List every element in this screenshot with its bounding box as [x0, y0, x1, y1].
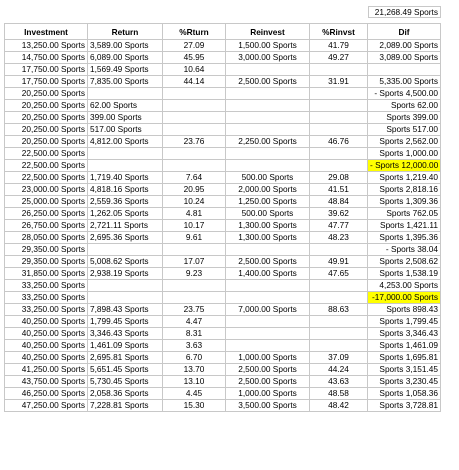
cell-investment[interactable]: 20,250.00 Sports: [4, 112, 88, 124]
cell-pct-return[interactable]: 27.09: [163, 40, 226, 52]
cell-investment[interactable]: 13,250.00 Sports: [4, 40, 88, 52]
cell-reinvest[interactable]: [226, 316, 310, 328]
cell-reinvest[interactable]: [226, 280, 310, 292]
cell-dif[interactable]: Sports 3,230.45: [368, 376, 441, 388]
cell-dif[interactable]: Sports 2,818.16: [368, 184, 441, 196]
cell-pct-return[interactable]: [163, 100, 226, 112]
cell-pct-return[interactable]: 10.17: [163, 220, 226, 232]
cell-reinvest[interactable]: [226, 340, 310, 352]
cell-reinvest[interactable]: 500.00 Sports: [226, 172, 310, 184]
cell-return[interactable]: 2,058.36 Sports: [88, 388, 163, 400]
cell-pct-reinvest[interactable]: 48.58: [310, 388, 368, 400]
cell-pct-return[interactable]: 13.10: [163, 376, 226, 388]
cell-return[interactable]: 7,835.00 Sports: [88, 76, 163, 88]
cell-dif[interactable]: Sports 1,421.11: [368, 220, 441, 232]
cell-return[interactable]: 1,461.09 Sports: [88, 340, 163, 352]
cell-pct-reinvest[interactable]: 31.91: [310, 76, 368, 88]
cell-return[interactable]: 5,008.62 Sports: [88, 256, 163, 268]
cell-pct-reinvest[interactable]: 48.23: [310, 232, 368, 244]
cell-reinvest[interactable]: [226, 112, 310, 124]
cell-return[interactable]: 6,089.00 Sports: [88, 52, 163, 64]
cell-pct-return[interactable]: [163, 148, 226, 160]
cell-return[interactable]: 5,651.45 Sports: [88, 364, 163, 376]
cell-pct-return[interactable]: 45.95: [163, 52, 226, 64]
cell-investment[interactable]: 40,250.00 Sports: [4, 340, 88, 352]
cell-pct-reinvest[interactable]: 46.76: [310, 136, 368, 148]
cell-reinvest[interactable]: 3,000.00 Sports: [226, 52, 310, 64]
cell-dif[interactable]: Sports 1,799.45: [368, 316, 441, 328]
cell-pct-reinvest[interactable]: [310, 160, 368, 172]
cell-investment[interactable]: 20,250.00 Sports: [4, 88, 88, 100]
cell-reinvest[interactable]: 2,000.00 Sports: [226, 184, 310, 196]
cell-investment[interactable]: 26,750.00 Sports: [4, 220, 88, 232]
cell-investment[interactable]: 29,350.00 Sports: [4, 256, 88, 268]
cell-dif[interactable]: - Sports 12,000.00: [368, 160, 441, 172]
cell-investment[interactable]: 33,250.00 Sports: [4, 304, 88, 316]
cell-investment[interactable]: 47,250.00 Sports: [4, 400, 88, 412]
cell-dif[interactable]: Sports 1,695.81: [368, 352, 441, 364]
cell-reinvest[interactable]: [226, 148, 310, 160]
cell-reinvest[interactable]: 1,300.00 Sports: [226, 220, 310, 232]
cell-pct-reinvest[interactable]: 39.62: [310, 208, 368, 220]
cell-dif[interactable]: Sports 762.05: [368, 208, 441, 220]
cell-return[interactable]: [88, 148, 163, 160]
cell-pct-reinvest[interactable]: 49.27: [310, 52, 368, 64]
cell-investment[interactable]: 25,000.00 Sports: [4, 196, 88, 208]
cell-return[interactable]: 2,721.11 Sports: [88, 220, 163, 232]
cell-dif[interactable]: 5,335.00 Sports: [368, 76, 441, 88]
cell-dif[interactable]: - Sports 38.04: [368, 244, 441, 256]
cell-investment[interactable]: 43,750.00 Sports: [4, 376, 88, 388]
cell-investment[interactable]: 31,850.00 Sports: [4, 268, 88, 280]
cell-reinvest[interactable]: [226, 88, 310, 100]
cell-dif[interactable]: 4,253.00 Sports: [368, 280, 441, 292]
cell-investment[interactable]: 22,500.00 Sports: [4, 172, 88, 184]
cell-return[interactable]: 2,938.19 Sports: [88, 268, 163, 280]
cell-pct-reinvest[interactable]: [310, 244, 368, 256]
cell-pct-reinvest[interactable]: 47.77: [310, 220, 368, 232]
cell-investment[interactable]: 41,250.00 Sports: [4, 364, 88, 376]
cell-pct-reinvest[interactable]: [310, 88, 368, 100]
cell-reinvest[interactable]: 1,300.00 Sports: [226, 232, 310, 244]
cell-return[interactable]: 2,559.36 Sports: [88, 196, 163, 208]
cell-dif[interactable]: [368, 64, 441, 76]
cell-return[interactable]: 1,569.49 Sports: [88, 64, 163, 76]
cell-reinvest[interactable]: 2,500.00 Sports: [226, 256, 310, 268]
cell-pct-return[interactable]: 4.47: [163, 316, 226, 328]
cell-dif[interactable]: 2,089.00 Sports: [368, 40, 441, 52]
cell-pct-return[interactable]: 10.24: [163, 196, 226, 208]
cell-investment[interactable]: 40,250.00 Sports: [4, 352, 88, 364]
cell-dif[interactable]: -17,000.00 Sports: [368, 292, 441, 304]
cell-investment[interactable]: 17,750.00 Sports: [4, 76, 88, 88]
cell-dif[interactable]: - Sports 4,500.00: [368, 88, 441, 100]
cell-pct-return[interactable]: 13.70: [163, 364, 226, 376]
cell-pct-reinvest[interactable]: 48.42: [310, 400, 368, 412]
cell-investment[interactable]: 40,250.00 Sports: [4, 328, 88, 340]
cell-reinvest[interactable]: 1,400.00 Sports: [226, 268, 310, 280]
cell-dif[interactable]: Sports 898.43: [368, 304, 441, 316]
cell-return[interactable]: 517.00 Sports: [88, 124, 163, 136]
cell-return[interactable]: 399.00 Sports: [88, 112, 163, 124]
cell-dif[interactable]: Sports 3,151.45: [368, 364, 441, 376]
cell-dif[interactable]: Sports 1,461.09: [368, 340, 441, 352]
cell-dif[interactable]: Sports 1,309.36: [368, 196, 441, 208]
cell-reinvest[interactable]: [226, 292, 310, 304]
cell-investment[interactable]: 29,350.00 Sports: [4, 244, 88, 256]
cell-return[interactable]: [88, 160, 163, 172]
cell-reinvest[interactable]: [226, 64, 310, 76]
cell-pct-reinvest[interactable]: [310, 328, 368, 340]
header-pct-reinvest[interactable]: %Rinvst: [310, 23, 368, 40]
cell-investment[interactable]: 20,250.00 Sports: [4, 136, 88, 148]
cell-return[interactable]: 4,812.00 Sports: [88, 136, 163, 148]
cell-pct-reinvest[interactable]: [310, 316, 368, 328]
cell-pct-return[interactable]: 9.61: [163, 232, 226, 244]
cell-pct-return[interactable]: 4.81: [163, 208, 226, 220]
cell-investment[interactable]: 20,250.00 Sports: [4, 100, 88, 112]
cell-dif[interactable]: Sports 1,219.40: [368, 172, 441, 184]
cell-return[interactable]: 2,695.81 Sports: [88, 352, 163, 364]
cell-pct-reinvest[interactable]: [310, 100, 368, 112]
cell-investment[interactable]: 17,750.00 Sports: [4, 64, 88, 76]
cell-return[interactable]: [88, 88, 163, 100]
cell-return[interactable]: 7,898.43 Sports: [88, 304, 163, 316]
cell-pct-return[interactable]: 8.31: [163, 328, 226, 340]
cell-investment[interactable]: 20,250.00 Sports: [4, 124, 88, 136]
cell-return[interactable]: 2,695.36 Sports: [88, 232, 163, 244]
cell-pct-return[interactable]: [163, 112, 226, 124]
cell-pct-reinvest[interactable]: 43.63: [310, 376, 368, 388]
header-reinvest[interactable]: Reinvest: [226, 23, 310, 40]
cell-reinvest[interactable]: 2,500.00 Sports: [226, 364, 310, 376]
cell-investment[interactable]: 46,250.00 Sports: [4, 388, 88, 400]
cell-reinvest[interactable]: 7,000.00 Sports: [226, 304, 310, 316]
cell-reinvest[interactable]: [226, 124, 310, 136]
cell-pct-return[interactable]: 15.30: [163, 400, 226, 412]
cell-return[interactable]: 62.00 Sports: [88, 100, 163, 112]
cell-dif[interactable]: Sports 3,346.43: [368, 328, 441, 340]
header-pct-return[interactable]: %Rturn: [163, 23, 226, 40]
cell-pct-return[interactable]: 20.95: [163, 184, 226, 196]
cell-pct-return[interactable]: 23.75: [163, 304, 226, 316]
cell-reinvest[interactable]: 500.00 Sports: [226, 208, 310, 220]
cell-return[interactable]: 1,719.40 Sports: [88, 172, 163, 184]
cell-pct-return[interactable]: 9.23: [163, 268, 226, 280]
cell-reinvest[interactable]: 2,250.00 Sports: [226, 136, 310, 148]
cell-pct-reinvest[interactable]: 44.24: [310, 364, 368, 376]
cell-reinvest[interactable]: [226, 160, 310, 172]
cell-dif[interactable]: Sports 2,508.62: [368, 256, 441, 268]
cell-reinvest[interactable]: 1,000.00 Sports: [226, 352, 310, 364]
cell-investment[interactable]: 22,500.00 Sports: [4, 160, 88, 172]
cell-pct-return[interactable]: [163, 88, 226, 100]
cell-dif[interactable]: Sports 1,058.36: [368, 388, 441, 400]
cell-return[interactable]: 3,589.00 Sports: [88, 40, 163, 52]
cell-pct-return[interactable]: [163, 244, 226, 256]
cell-investment[interactable]: 28,050.00 Sports: [4, 232, 88, 244]
cell-dif[interactable]: Sports 1,000.00: [368, 148, 441, 160]
cell-pct-reinvest[interactable]: 48.84: [310, 196, 368, 208]
cell-pct-reinvest[interactable]: [310, 148, 368, 160]
cell-pct-reinvest[interactable]: 49.91: [310, 256, 368, 268]
header-dif[interactable]: Dif: [368, 23, 441, 40]
cell-pct-return[interactable]: 6.70: [163, 352, 226, 364]
cell-reinvest[interactable]: 1,000.00 Sports: [226, 388, 310, 400]
cell-dif[interactable]: Sports 399.00: [368, 112, 441, 124]
cell-dif[interactable]: Sports 1,395.36: [368, 232, 441, 244]
cell-pct-reinvest[interactable]: [310, 292, 368, 304]
cell-reinvest[interactable]: [226, 100, 310, 112]
cell-return[interactable]: 7,228.81 Sports: [88, 400, 163, 412]
cell-return[interactable]: 3,346.43 Sports: [88, 328, 163, 340]
cell-pct-return[interactable]: 17.07: [163, 256, 226, 268]
cell-pct-reinvest[interactable]: 41.79: [310, 40, 368, 52]
cell-pct-return[interactable]: [163, 292, 226, 304]
cell-reinvest[interactable]: 2,500.00 Sports: [226, 76, 310, 88]
cell-pct-return[interactable]: 23.76: [163, 136, 226, 148]
cell-investment[interactable]: 14,750.00 Sports: [4, 52, 88, 64]
cell-investment[interactable]: 23,000.00 Sports: [4, 184, 88, 196]
cell-pct-reinvest[interactable]: 88.63: [310, 304, 368, 316]
cell-pct-reinvest[interactable]: [310, 340, 368, 352]
cell-pct-reinvest[interactable]: 47.65: [310, 268, 368, 280]
cell-pct-reinvest[interactable]: [310, 124, 368, 136]
cell-pct-return[interactable]: [163, 160, 226, 172]
cell-pct-reinvest[interactable]: [310, 64, 368, 76]
cell-return[interactable]: 1,799.45 Sports: [88, 316, 163, 328]
cell-investment[interactable]: 40,250.00 Sports: [4, 316, 88, 328]
cell-return[interactable]: 1,262.05 Sports: [88, 208, 163, 220]
cell-pct-return[interactable]: 10.64: [163, 64, 226, 76]
cell-pct-reinvest[interactable]: 37.09: [310, 352, 368, 364]
cell-return[interactable]: [88, 292, 163, 304]
cell-investment[interactable]: 26,250.00 Sports: [4, 208, 88, 220]
cell-reinvest[interactable]: [226, 328, 310, 340]
cell-return[interactable]: [88, 280, 163, 292]
cell-dif[interactable]: Sports 2,562.00: [368, 136, 441, 148]
cell-pct-return[interactable]: 44.14: [163, 76, 226, 88]
header-investment[interactable]: Investment: [4, 23, 88, 40]
cell-dif[interactable]: Sports 3,728.81: [368, 400, 441, 412]
cell-pct-reinvest[interactable]: [310, 112, 368, 124]
cell-investment[interactable]: 22,500.00 Sports: [4, 148, 88, 160]
cell-reinvest[interactable]: 3,500.00 Sports: [226, 400, 310, 412]
cell-dif[interactable]: Sports 62.00: [368, 100, 441, 112]
cell-reinvest[interactable]: 1,500.00 Sports: [226, 40, 310, 52]
cell-reinvest[interactable]: 1,250.00 Sports: [226, 196, 310, 208]
cell-dif[interactable]: 3,089.00 Sports: [368, 52, 441, 64]
cell-pct-reinvest[interactable]: [310, 280, 368, 292]
cell-pct-reinvest[interactable]: 41.51: [310, 184, 368, 196]
cell-reinvest[interactable]: [226, 244, 310, 256]
cell-dif[interactable]: Sports 517.00: [368, 124, 441, 136]
cell-investment[interactable]: 33,250.00 Sports: [4, 280, 88, 292]
cell-pct-return[interactable]: [163, 124, 226, 136]
cell-pct-return[interactable]: 4.45: [163, 388, 226, 400]
cell-pct-reinvest[interactable]: 29.08: [310, 172, 368, 184]
cell-pct-return[interactable]: [163, 280, 226, 292]
total-cell[interactable]: 21,268.49 Sports: [368, 6, 441, 18]
cell-dif[interactable]: Sports 1,538.19: [368, 268, 441, 280]
cell-return[interactable]: 5,730.45 Sports: [88, 376, 163, 388]
cell-reinvest[interactable]: 2,500.00 Sports: [226, 376, 310, 388]
cell-return[interactable]: [88, 244, 163, 256]
cell-pct-return[interactable]: 3.63: [163, 340, 226, 352]
cell-return[interactable]: 4,818.16 Sports: [88, 184, 163, 196]
cell-investment[interactable]: 33,250.00 Sports: [4, 292, 88, 304]
cell-pct-return[interactable]: 7.64: [163, 172, 226, 184]
header-return[interactable]: Return: [88, 23, 163, 40]
